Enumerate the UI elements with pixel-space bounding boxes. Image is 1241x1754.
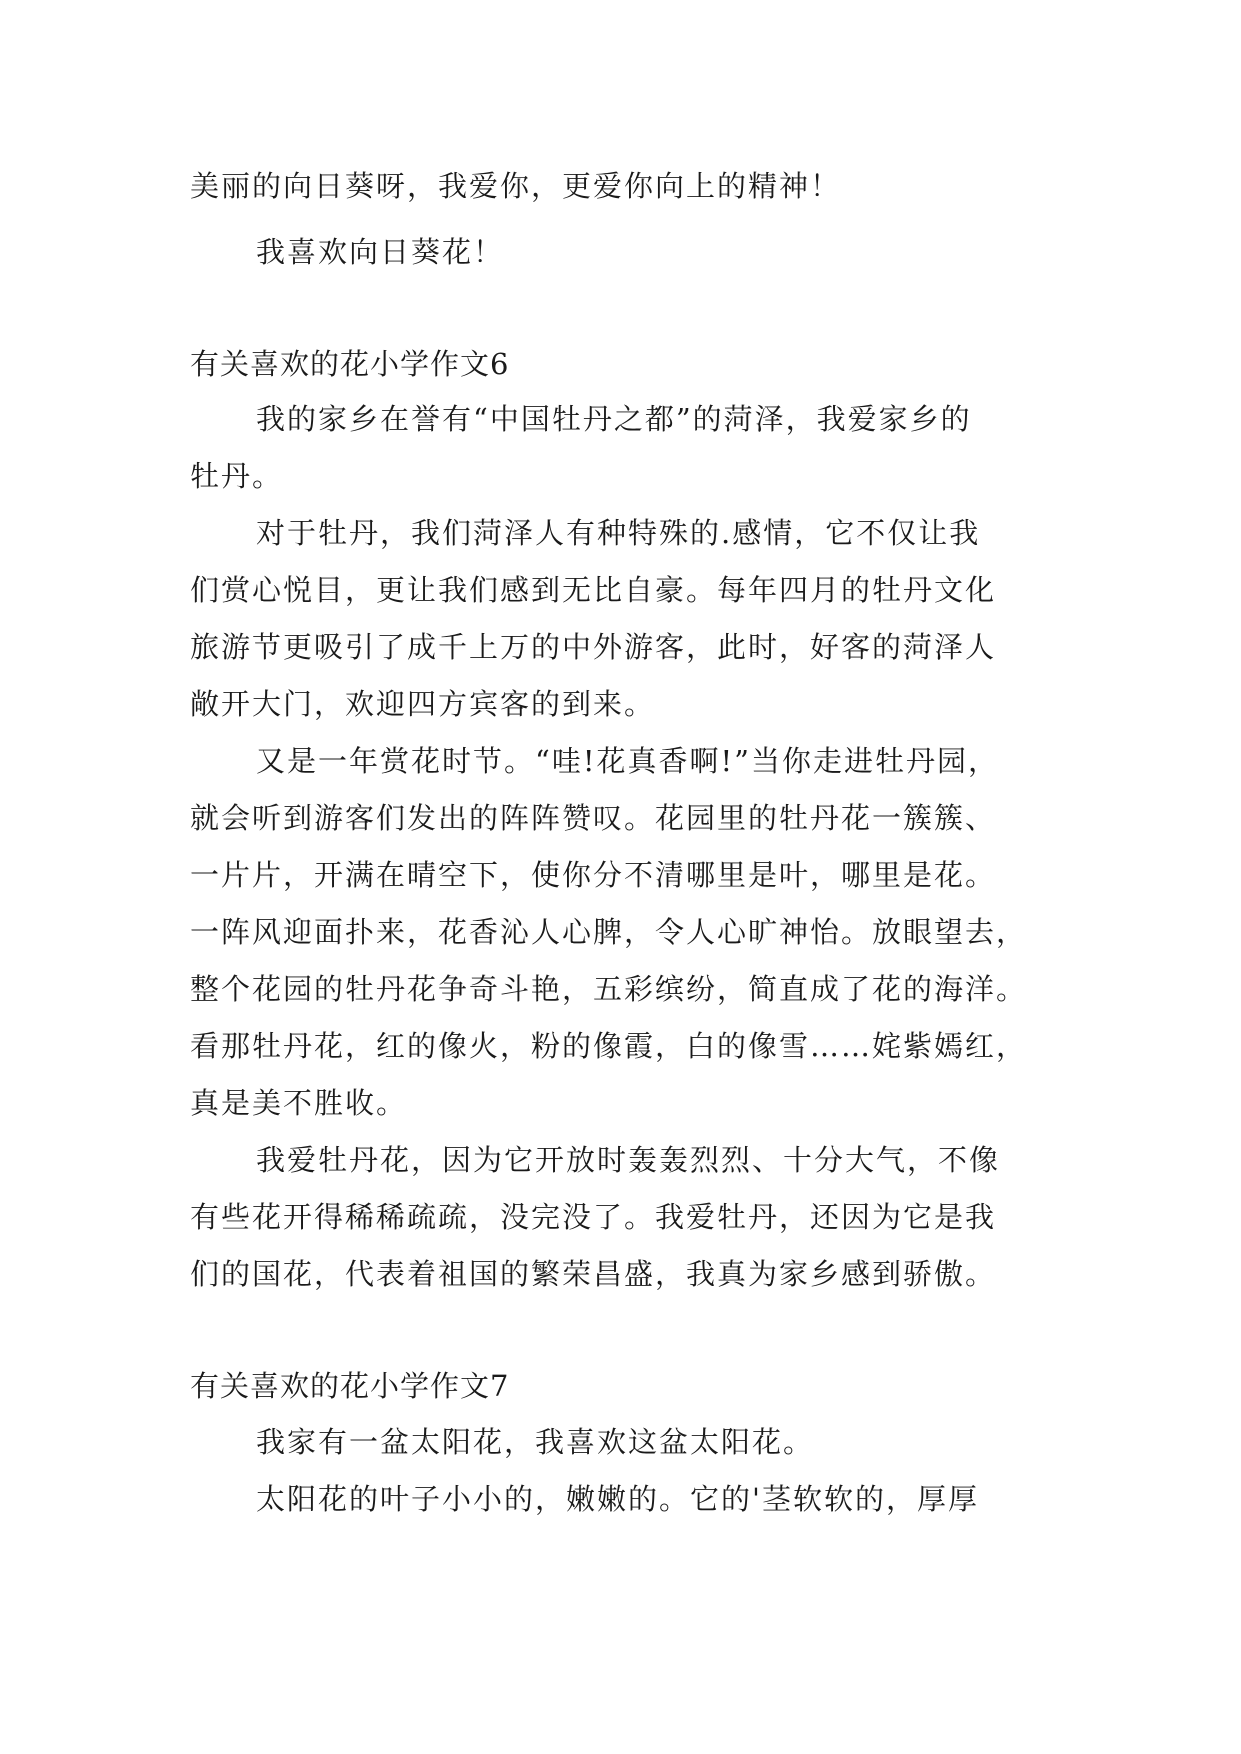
paragraph-line: 旅游节更吸引了成千上万的中外游客，此时，好客的菏泽人 bbox=[190, 630, 997, 664]
paragraph-line: 一阵风迎面扑来，花香沁人心脾，令人心旷神怡。放眼望去， bbox=[190, 915, 1028, 949]
paragraph-line: 又是一年赏花时节。“哇!花真香啊!”当你走进牡丹园， bbox=[256, 744, 999, 778]
paragraph-line: 看那牡丹花，红的像火，粉的像霞，白的像雪……姹紫嫣红， bbox=[190, 1029, 1028, 1063]
paragraph-line: 们的国花，代表着祖国的繁荣昌盛，我真为家乡感到骄傲。 bbox=[190, 1257, 997, 1291]
paragraph-line: 我的家乡在誉有“中国牡丹之都”的菏泽，我爱家乡的 bbox=[256, 402, 972, 436]
paragraph-line: 们赏心悦目，更让我们感到无比自豪。每年四月的牡丹文化 bbox=[190, 573, 997, 607]
paragraph-line: 整个花园的牡丹花争奇斗艳，五彩缤纷，简直成了花的海洋。 bbox=[190, 972, 1028, 1006]
paragraph-line: 牡丹。 bbox=[190, 459, 284, 493]
paragraph-line: 就会听到游客们发出的阵阵赞叹。花园里的牡丹花一簇簇、 bbox=[190, 801, 997, 835]
paragraph-line: 美丽的向日葵呀，我爱你，更爱你向上的精神！ bbox=[190, 169, 842, 203]
paragraph-line: 一片片，开满在晴空下，使你分不清哪里是叶，哪里是花。 bbox=[190, 858, 997, 892]
paragraph-line: 敞开大门，欢迎四方宾客的到来。 bbox=[190, 687, 656, 721]
paragraph-line: 我家有一盆太阳花，我喜欢这盆太阳花。 bbox=[256, 1425, 815, 1459]
section-heading-7: 有关喜欢的花小学作文7 bbox=[190, 1369, 510, 1403]
paragraph-line: 有些花开得稀稀疏疏，没完没了。我爱牡丹，还因为它是我 bbox=[190, 1200, 997, 1234]
paragraph-line: 对于牡丹，我们菏泽人有种特殊的.感情，它不仅让我 bbox=[256, 516, 981, 550]
paragraph-line: 我爱牡丹花，因为它开放时轰轰烈烈、十分大气，不像 bbox=[256, 1143, 1001, 1177]
paragraph-line: 太阳花的叶子小小的，嫩嫩的。它的'茎软软的，厚厚 bbox=[256, 1482, 979, 1516]
section-heading-6: 有关喜欢的花小学作文6 bbox=[190, 347, 510, 381]
paragraph-line: 真是美不胜收。 bbox=[190, 1086, 408, 1120]
paragraph-line: 我喜欢向日葵花！ bbox=[256, 235, 505, 269]
